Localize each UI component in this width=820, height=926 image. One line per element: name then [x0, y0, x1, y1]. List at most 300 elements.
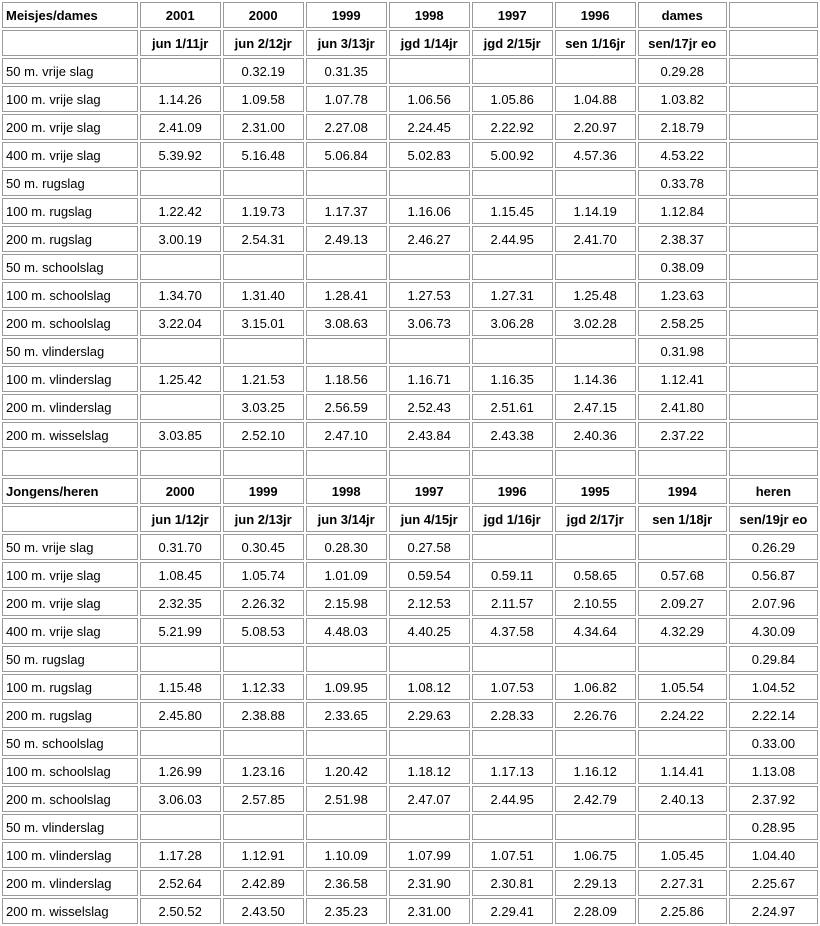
- event-label: 100 m. rugslag: [2, 674, 138, 700]
- time-cell: 2.25.67: [729, 870, 818, 896]
- time-cell: [729, 198, 818, 224]
- table-row: [2, 86, 818, 112]
- time-cell: 1.05.74: [223, 562, 304, 588]
- time-cell: 0.59.11: [472, 562, 553, 588]
- time-cell: [140, 254, 221, 280]
- category-header: jgd 1/16jr: [472, 506, 553, 532]
- time-cell: [472, 646, 553, 672]
- time-cell: [389, 814, 470, 840]
- time-cell: 2.42.89: [223, 870, 304, 896]
- time-cell: [306, 254, 387, 280]
- time-cell: [729, 394, 818, 420]
- time-cell: [729, 310, 818, 336]
- time-cell: [389, 58, 470, 84]
- time-cell: 2.38.88: [223, 702, 304, 728]
- time-cell: 1.17.28: [140, 842, 221, 868]
- time-cell: [555, 534, 636, 560]
- time-cell: 1.27.53: [389, 282, 470, 308]
- event-label: 200 m. wisselslag: [2, 898, 138, 924]
- time-cell: 0.32.19: [223, 58, 304, 84]
- year-header: 1999: [306, 2, 387, 28]
- category-header: sen 1/16jr: [555, 30, 636, 56]
- category-header-row: [2, 30, 818, 56]
- event-label: 100 m. vrije slag: [2, 562, 138, 588]
- time-cell: 2.24.97: [729, 898, 818, 924]
- event-label: 200 m. rugslag: [2, 226, 138, 252]
- table-row: [2, 870, 818, 896]
- time-cell: 4.40.25: [389, 618, 470, 644]
- time-cell: 5.02.83: [389, 142, 470, 168]
- time-cell: 2.07.96: [729, 590, 818, 616]
- blank-header-cell: [2, 506, 138, 532]
- time-cell: 0.56.87: [729, 562, 818, 588]
- time-cell: [729, 338, 818, 364]
- time-cell: 2.22.92: [472, 114, 553, 140]
- time-cell: 2.47.07: [389, 786, 470, 812]
- table-row: [2, 534, 818, 560]
- time-cell: 2.40.13: [638, 786, 727, 812]
- time-cell: 1.13.08: [729, 758, 818, 784]
- table-row: [2, 114, 818, 140]
- time-cell: [140, 646, 221, 672]
- time-cell: [472, 58, 553, 84]
- time-cell: 4.37.58: [472, 618, 553, 644]
- time-cell: 1.19.73: [223, 198, 304, 224]
- time-cell: [306, 814, 387, 840]
- event-label: 400 m. vrije slag: [2, 618, 138, 644]
- time-cell: 2.26.32: [223, 590, 304, 616]
- year-header: 1999: [223, 478, 304, 504]
- time-cell: 2.37.22: [638, 422, 727, 448]
- time-cell: 2.52.43: [389, 394, 470, 420]
- time-cell: 2.20.97: [555, 114, 636, 140]
- time-cell: 1.04.52: [729, 674, 818, 700]
- year-header: heren: [729, 478, 818, 504]
- year-header: 1996: [555, 2, 636, 28]
- time-cell: 2.22.14: [729, 702, 818, 728]
- time-cell: [306, 730, 387, 756]
- time-cell: [638, 730, 727, 756]
- time-cell: 2.52.10: [223, 422, 304, 448]
- time-cell: 2.45.80: [140, 702, 221, 728]
- time-cell: 3.00.19: [140, 226, 221, 252]
- time-cell: 1.26.99: [140, 758, 221, 784]
- event-label: 100 m. vlinderslag: [2, 366, 138, 392]
- time-cell: 1.14.41: [638, 758, 727, 784]
- category-header: jgd 2/15jr: [472, 30, 553, 56]
- time-cell: 5.21.99: [140, 618, 221, 644]
- time-cell: [389, 338, 470, 364]
- time-cell: [472, 254, 553, 280]
- table-body: [2, 2, 818, 924]
- spacer-cell: [140, 450, 221, 476]
- time-cell: 5.16.48: [223, 142, 304, 168]
- table-row: [2, 730, 818, 756]
- time-cell: 2.42.79: [555, 786, 636, 812]
- time-cell: 2.09.27: [638, 590, 727, 616]
- time-cell: 1.06.56: [389, 86, 470, 112]
- spacer-cell: [472, 450, 553, 476]
- time-cell: 1.04.40: [729, 842, 818, 868]
- year-header: 2000: [140, 478, 221, 504]
- time-cell: 2.12.53: [389, 590, 470, 616]
- section-title: Jongens/heren: [2, 478, 138, 504]
- event-label: 200 m. schoolslag: [2, 786, 138, 812]
- time-cell: 1.23.16: [223, 758, 304, 784]
- time-cell: 2.25.86: [638, 898, 727, 924]
- time-cell: 1.18.56: [306, 366, 387, 392]
- time-cell: [389, 254, 470, 280]
- time-cell: 1.04.88: [555, 86, 636, 112]
- category-header: jun 4/15jr: [389, 506, 470, 532]
- time-cell: 4.53.22: [638, 142, 727, 168]
- table-row: [2, 394, 818, 420]
- time-cell: 0.30.45: [223, 534, 304, 560]
- time-cell: 0.28.95: [729, 814, 818, 840]
- year-header-row: [2, 478, 818, 504]
- time-cell: [306, 338, 387, 364]
- time-cell: 0.57.68: [638, 562, 727, 588]
- time-cell: 2.57.85: [223, 786, 304, 812]
- time-cell: 4.57.36: [555, 142, 636, 168]
- event-label: 100 m. schoolslag: [2, 282, 138, 308]
- time-cell: 1.23.63: [638, 282, 727, 308]
- time-cell: 1.08.12: [389, 674, 470, 700]
- time-cell: 3.03.85: [140, 422, 221, 448]
- time-cell: [729, 170, 818, 196]
- time-cell: 2.49.13: [306, 226, 387, 252]
- time-cell: 3.06.03: [140, 786, 221, 812]
- time-cell: [223, 814, 304, 840]
- time-cell: [306, 170, 387, 196]
- category-header: sen/19jr eo: [729, 506, 818, 532]
- time-cell: 5.39.92: [140, 142, 221, 168]
- time-cell: 1.14.19: [555, 198, 636, 224]
- spacer-cell: [389, 450, 470, 476]
- category-header-row: [2, 506, 818, 532]
- time-cell: [140, 814, 221, 840]
- time-cell: 1.03.82: [638, 86, 727, 112]
- time-cell: [729, 254, 818, 280]
- time-cell: [729, 282, 818, 308]
- year-header: 1994: [638, 478, 727, 504]
- event-label: 200 m. rugslag: [2, 702, 138, 728]
- time-cell: 0.28.30: [306, 534, 387, 560]
- time-cell: 0.33.78: [638, 170, 727, 196]
- time-cell: 1.12.84: [638, 198, 727, 224]
- year-header: 1996: [472, 478, 553, 504]
- time-cell: [555, 58, 636, 84]
- time-cell: 0.38.09: [638, 254, 727, 280]
- time-cell: [306, 646, 387, 672]
- time-cell: 2.32.35: [140, 590, 221, 616]
- time-cell: 1.05.54: [638, 674, 727, 700]
- category-header: jun 2/13jr: [223, 506, 304, 532]
- time-cell: [223, 646, 304, 672]
- event-label: 50 m. schoolslag: [2, 254, 138, 280]
- time-cell: 2.51.98: [306, 786, 387, 812]
- time-cell: 0.27.58: [389, 534, 470, 560]
- time-cell: 0.26.29: [729, 534, 818, 560]
- time-cell: [472, 534, 553, 560]
- time-cell: [389, 646, 470, 672]
- year-header: 2000: [223, 2, 304, 28]
- event-label: 50 m. vrije slag: [2, 58, 138, 84]
- time-cell: [140, 394, 221, 420]
- event-label: 100 m. rugslag: [2, 198, 138, 224]
- event-label: 100 m. vrije slag: [2, 86, 138, 112]
- year-header: 1998: [389, 2, 470, 28]
- time-cell: [729, 114, 818, 140]
- time-cell: 1.16.35: [472, 366, 553, 392]
- time-cell: 2.50.52: [140, 898, 221, 924]
- time-cell: [555, 338, 636, 364]
- category-header: sen 1/18jr: [638, 506, 727, 532]
- table-row: [2, 702, 818, 728]
- time-cell: 1.08.45: [140, 562, 221, 588]
- time-cell: 5.06.84: [306, 142, 387, 168]
- time-cell: 3.08.63: [306, 310, 387, 336]
- time-cell: 2.41.70: [555, 226, 636, 252]
- year-header-row: [2, 2, 818, 28]
- time-cell: 2.29.41: [472, 898, 553, 924]
- time-cell: 2.27.08: [306, 114, 387, 140]
- table-row: [2, 618, 818, 644]
- year-header: 2001: [140, 2, 221, 28]
- time-cell: 2.51.61: [472, 394, 553, 420]
- category-header: jun 3/14jr: [306, 506, 387, 532]
- category-header: sen/17jr eo: [638, 30, 727, 56]
- event-label: 50 m. rugslag: [2, 170, 138, 196]
- time-cell: 5.08.53: [223, 618, 304, 644]
- event-label: 200 m. schoolslag: [2, 310, 138, 336]
- time-cell: 2.28.33: [472, 702, 553, 728]
- time-cell: 3.02.28: [555, 310, 636, 336]
- table-row: [2, 422, 818, 448]
- time-cell: 0.31.35: [306, 58, 387, 84]
- category-header: jun 3/13jr: [306, 30, 387, 56]
- time-cell: 1.12.41: [638, 366, 727, 392]
- time-cell: [140, 730, 221, 756]
- time-cell: 2.54.31: [223, 226, 304, 252]
- time-cell: 3.22.04: [140, 310, 221, 336]
- table-row: [2, 226, 818, 252]
- event-label: 200 m. vlinderslag: [2, 870, 138, 896]
- time-cell: 2.46.27: [389, 226, 470, 252]
- time-cell: 1.14.26: [140, 86, 221, 112]
- time-cell: 1.12.91: [223, 842, 304, 868]
- time-cell: 3.03.25: [223, 394, 304, 420]
- time-cell: 1.05.86: [472, 86, 553, 112]
- time-cell: 2.41.09: [140, 114, 221, 140]
- time-cell: [389, 170, 470, 196]
- time-cell: 1.16.12: [555, 758, 636, 784]
- time-cell: 2.11.57: [472, 590, 553, 616]
- time-cell: 1.16.06: [389, 198, 470, 224]
- time-cell: 1.17.37: [306, 198, 387, 224]
- time-cell: 1.10.09: [306, 842, 387, 868]
- time-cell: 3.06.28: [472, 310, 553, 336]
- time-cell: 1.21.53: [223, 366, 304, 392]
- time-cell: 2.15.98: [306, 590, 387, 616]
- time-cell: 1.14.36: [555, 366, 636, 392]
- time-cell: 1.18.12: [389, 758, 470, 784]
- time-cell: 1.34.70: [140, 282, 221, 308]
- event-label: 200 m. wisselslag: [2, 422, 138, 448]
- time-cell: [555, 730, 636, 756]
- time-cell: [555, 254, 636, 280]
- section-spacer: [2, 450, 818, 476]
- category-header: jun 1/12jr: [140, 506, 221, 532]
- category-header: [729, 30, 818, 56]
- table-row: [2, 254, 818, 280]
- time-cell: 1.31.40: [223, 282, 304, 308]
- event-label: 200 m. vrije slag: [2, 590, 138, 616]
- spacer-cell: [2, 450, 138, 476]
- time-cell: [389, 730, 470, 756]
- table-row: [2, 338, 818, 364]
- table-row: [2, 786, 818, 812]
- time-cell: 1.07.99: [389, 842, 470, 868]
- time-cell: [555, 170, 636, 196]
- time-cell: 2.24.22: [638, 702, 727, 728]
- time-cell: [638, 534, 727, 560]
- time-cell: [223, 170, 304, 196]
- time-cell: [555, 646, 636, 672]
- time-cell: 2.27.31: [638, 870, 727, 896]
- spacer-cell: [306, 450, 387, 476]
- time-cell: 2.31.00: [223, 114, 304, 140]
- time-cell: [472, 814, 553, 840]
- time-cell: 0.58.65: [555, 562, 636, 588]
- time-cell: 2.47.10: [306, 422, 387, 448]
- time-cell: 4.48.03: [306, 618, 387, 644]
- table-row: [2, 646, 818, 672]
- time-cell: 1.15.48: [140, 674, 221, 700]
- time-cell: 2.56.59: [306, 394, 387, 420]
- time-cell: 0.29.84: [729, 646, 818, 672]
- time-cell: 2.18.79: [638, 114, 727, 140]
- time-cell: [638, 814, 727, 840]
- event-label: 50 m. schoolslag: [2, 730, 138, 756]
- time-cell: 2.31.90: [389, 870, 470, 896]
- time-cell: [223, 338, 304, 364]
- category-header: jun 2/12jr: [223, 30, 304, 56]
- time-cell: 2.26.76: [555, 702, 636, 728]
- time-cell: [729, 366, 818, 392]
- time-cell: [472, 338, 553, 364]
- time-cell: 2.36.58: [306, 870, 387, 896]
- time-cell: 2.43.38: [472, 422, 553, 448]
- time-cell: 2.40.36: [555, 422, 636, 448]
- time-cell: 0.59.54: [389, 562, 470, 588]
- time-cell: 2.38.37: [638, 226, 727, 252]
- time-cell: [223, 254, 304, 280]
- event-label: 400 m. vrije slag: [2, 142, 138, 168]
- time-cell: 1.22.42: [140, 198, 221, 224]
- category-header: jgd 1/14jr: [389, 30, 470, 56]
- time-cell: 2.58.25: [638, 310, 727, 336]
- table-row: [2, 170, 818, 196]
- time-cell: 0.31.70: [140, 534, 221, 560]
- time-cell: 0.29.28: [638, 58, 727, 84]
- spacer-cell: [638, 450, 727, 476]
- time-cell: 1.01.09: [306, 562, 387, 588]
- time-cell: [729, 142, 818, 168]
- spacer-cell: [729, 450, 818, 476]
- time-cell: 1.15.45: [472, 198, 553, 224]
- table-row: [2, 898, 818, 924]
- time-cell: 2.29.13: [555, 870, 636, 896]
- time-cell: 2.52.64: [140, 870, 221, 896]
- year-header: dames: [638, 2, 727, 28]
- spacer-cell: [223, 450, 304, 476]
- table-row: [2, 590, 818, 616]
- table-row: [2, 814, 818, 840]
- time-cell: 0.31.98: [638, 338, 727, 364]
- section-title: Meisjes/dames: [2, 2, 138, 28]
- year-header: 1997: [472, 2, 553, 28]
- time-cell: 4.32.29: [638, 618, 727, 644]
- time-cell: 2.35.23: [306, 898, 387, 924]
- time-cell: 2.33.65: [306, 702, 387, 728]
- table-row: [2, 198, 818, 224]
- time-cell: 1.17.13: [472, 758, 553, 784]
- time-cell: 2.41.80: [638, 394, 727, 420]
- time-cell: 2.44.95: [472, 786, 553, 812]
- time-cell: 1.05.45: [638, 842, 727, 868]
- event-label: 100 m. schoolslag: [2, 758, 138, 784]
- year-header: [729, 2, 818, 28]
- time-cell: 2.30.81: [472, 870, 553, 896]
- spacer-cell: [555, 450, 636, 476]
- time-cell: 1.06.82: [555, 674, 636, 700]
- time-cell: 5.00.92: [472, 142, 553, 168]
- time-cell: 2.31.00: [389, 898, 470, 924]
- event-label: 200 m. vrije slag: [2, 114, 138, 140]
- time-cell: 1.06.75: [555, 842, 636, 868]
- time-cell: [729, 226, 818, 252]
- time-cell: [140, 170, 221, 196]
- blank-header-cell: [2, 30, 138, 56]
- time-cell: 1.27.31: [472, 282, 553, 308]
- time-cell: 2.47.15: [555, 394, 636, 420]
- event-label: 100 m. vlinderslag: [2, 842, 138, 868]
- year-header: 1995: [555, 478, 636, 504]
- time-cell: 2.10.55: [555, 590, 636, 616]
- table-row: [2, 58, 818, 84]
- time-cell: 1.07.53: [472, 674, 553, 700]
- time-cell: 2.43.84: [389, 422, 470, 448]
- time-cell: 1.16.71: [389, 366, 470, 392]
- time-cell: [472, 730, 553, 756]
- time-cell: [729, 58, 818, 84]
- time-cell: 1.20.42: [306, 758, 387, 784]
- time-cell: 4.30.09: [729, 618, 818, 644]
- category-header: jun 1/11jr: [140, 30, 221, 56]
- time-cell: 1.07.78: [306, 86, 387, 112]
- time-cell: 3.06.73: [389, 310, 470, 336]
- table-row: [2, 282, 818, 308]
- time-cell: 4.34.64: [555, 618, 636, 644]
- event-label: 50 m. vlinderslag: [2, 338, 138, 364]
- time-cell: 1.25.42: [140, 366, 221, 392]
- time-cell: [729, 422, 818, 448]
- year-header: 1997: [389, 478, 470, 504]
- time-cell: [729, 86, 818, 112]
- event-label: 200 m. vlinderslag: [2, 394, 138, 420]
- time-cell: [140, 338, 221, 364]
